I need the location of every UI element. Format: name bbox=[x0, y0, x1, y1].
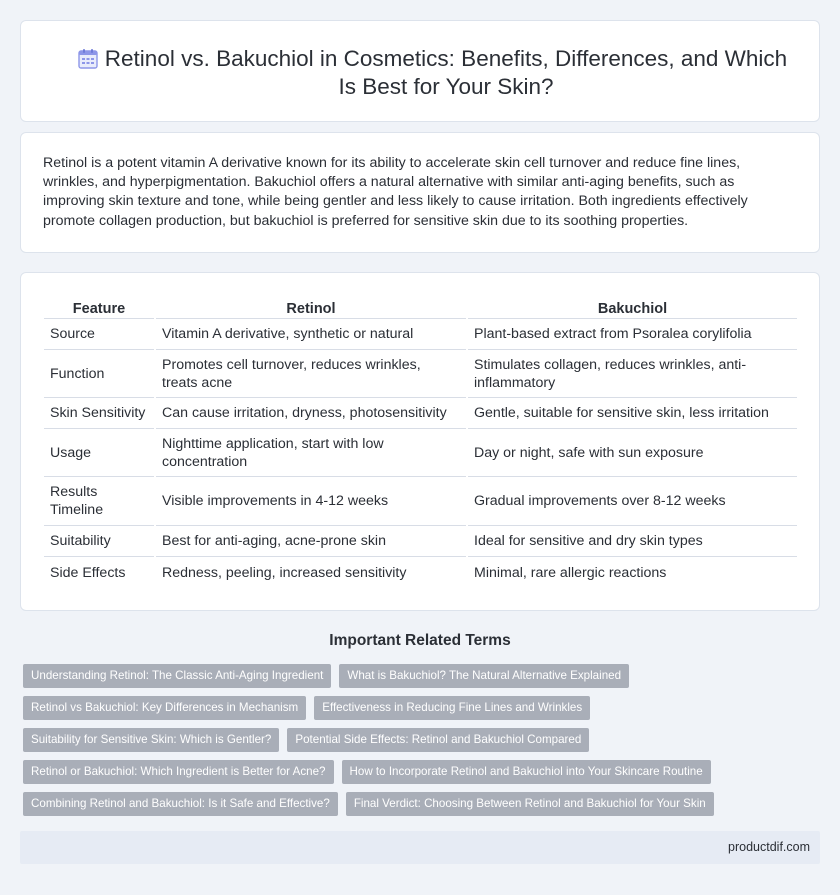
table-row bbox=[44, 477, 797, 526]
intro-card bbox=[20, 132, 820, 253]
bakuchiol-cell: Plant-based extract from Psoralea corylifolia bbox=[468, 319, 797, 350]
related-tag-link[interactable]: Potential Side Effects: Retinol and Bakuchiol Compared bbox=[287, 728, 589, 752]
retinol-cell: Visible improvements in 4-12 weeks bbox=[156, 477, 466, 526]
tag-row bbox=[23, 664, 813, 688]
retinol-cell: Redness, peeling, increased sensitivity bbox=[162, 564, 407, 581]
table-row bbox=[44, 429, 797, 477]
related-tag-link[interactable]: Combining Retinol and Bakuchiol: Is it Safe and Effective? bbox=[23, 792, 338, 816]
related-tag-link[interactable]: How to Incorporate Retinol and Bakuchiol into Your Skincare Routine bbox=[342, 760, 711, 784]
table-row bbox=[44, 350, 797, 398]
related-tags bbox=[23, 664, 813, 824]
bakuchiol-cell: Stimulates collagen, reduces wrinkles, anti-inflammatory bbox=[468, 350, 797, 398]
related-tag-link[interactable]: Retinol vs Bakuchiol: Key Differences in Mechanism bbox=[23, 696, 306, 720]
footer-bar bbox=[20, 831, 820, 864]
related-tag-link[interactable]: Final Verdict: Choosing Between Retinol and Bakuchiol for Your Skin bbox=[346, 792, 714, 816]
related-terms-heading: Important Related Terms bbox=[329, 632, 511, 649]
table-row bbox=[44, 398, 797, 429]
retinol-cell: Vitamin A derivative, synthetic or natural bbox=[156, 319, 466, 350]
page-title: Retinol vs. Bakuchiol in Cosmetics: Benefits, Differences, and Which Is Best for Your Skin? bbox=[104, 46, 788, 99]
retinol-cell: Can cause irritation, dryness, photosensitivity bbox=[156, 398, 466, 429]
tag-row bbox=[23, 728, 813, 752]
related-tag-link[interactable]: What is Bakuchiol? The Natural Alternative Explained bbox=[339, 664, 629, 688]
related-tag-link[interactable]: Retinol or Bakuchiol: Which Ingredient is Better for Acne? bbox=[23, 760, 334, 784]
feature-cell: Skin Sensitivity bbox=[44, 398, 154, 429]
header-retinol: Retinol bbox=[156, 297, 466, 319]
table-header-row bbox=[44, 297, 797, 319]
comparison-table-card bbox=[20, 272, 820, 611]
table-row bbox=[44, 526, 797, 557]
feature-cell: Usage bbox=[44, 429, 154, 477]
comparison-table bbox=[42, 297, 799, 588]
feature-cell: Results Timeline bbox=[44, 477, 154, 526]
bakuchiol-cell: Gradual improvements over 8-12 weeks bbox=[468, 477, 797, 526]
retinol-cell: Nighttime application, start with low concentration bbox=[156, 429, 466, 477]
bakuchiol-cell: Minimal, rare allergic reactions bbox=[474, 564, 667, 581]
footer-site-link[interactable]: productdif.com bbox=[728, 840, 810, 854]
table-row bbox=[44, 319, 797, 350]
retinol-cell: Best for anti-aging, acne-prone skin bbox=[156, 526, 466, 557]
feature-cell: Suitability bbox=[44, 526, 154, 557]
feature-cell: Source bbox=[44, 319, 154, 350]
tag-row bbox=[23, 792, 813, 816]
intro-paragraph: Retinol is a potent vitamin A derivative known for its ability to accelerate skin cell turnover and reduce fine lines, wrinkles, and hyperpigmentation. Bakuchiol offers a natural alternative with similar anti-aging benefits, such as improving skin texture and tone, while being gentler and less likely to cause irritation. Both ingredients effectively promote collagen production, but bakuchiol is preferred for sensitive skin due to its soothing properties. bbox=[43, 155, 748, 229]
related-tag-link[interactable]: Suitability for Sensitive Skin: Which is Gentler? bbox=[23, 728, 279, 752]
related-tag-link[interactable]: Effectiveness in Reducing Fine Lines and Wrinkles bbox=[314, 696, 590, 720]
related-tag-link[interactable]: Understanding Retinol: The Classic Anti-Aging Ingredient bbox=[23, 664, 331, 688]
tag-row bbox=[23, 760, 813, 784]
bakuchiol-cell: Day or night, safe with sun exposure bbox=[468, 429, 797, 477]
feature-cell: Function bbox=[44, 350, 154, 398]
bakuchiol-cell: Gentle, suitable for sensitive skin, less irritation bbox=[468, 398, 797, 429]
feature-cell: Side Effects bbox=[50, 564, 126, 581]
retinol-cell: Promotes cell turnover, reduces wrinkles, treats acne bbox=[156, 350, 466, 398]
table-row bbox=[44, 557, 797, 588]
title-card bbox=[20, 20, 820, 122]
tag-row bbox=[23, 696, 813, 720]
bakuchiol-cell: Ideal for sensitive and dry skin types bbox=[468, 526, 797, 557]
header-feature: Feature bbox=[44, 297, 154, 319]
header-bakuchiol: Bakuchiol bbox=[468, 297, 797, 319]
